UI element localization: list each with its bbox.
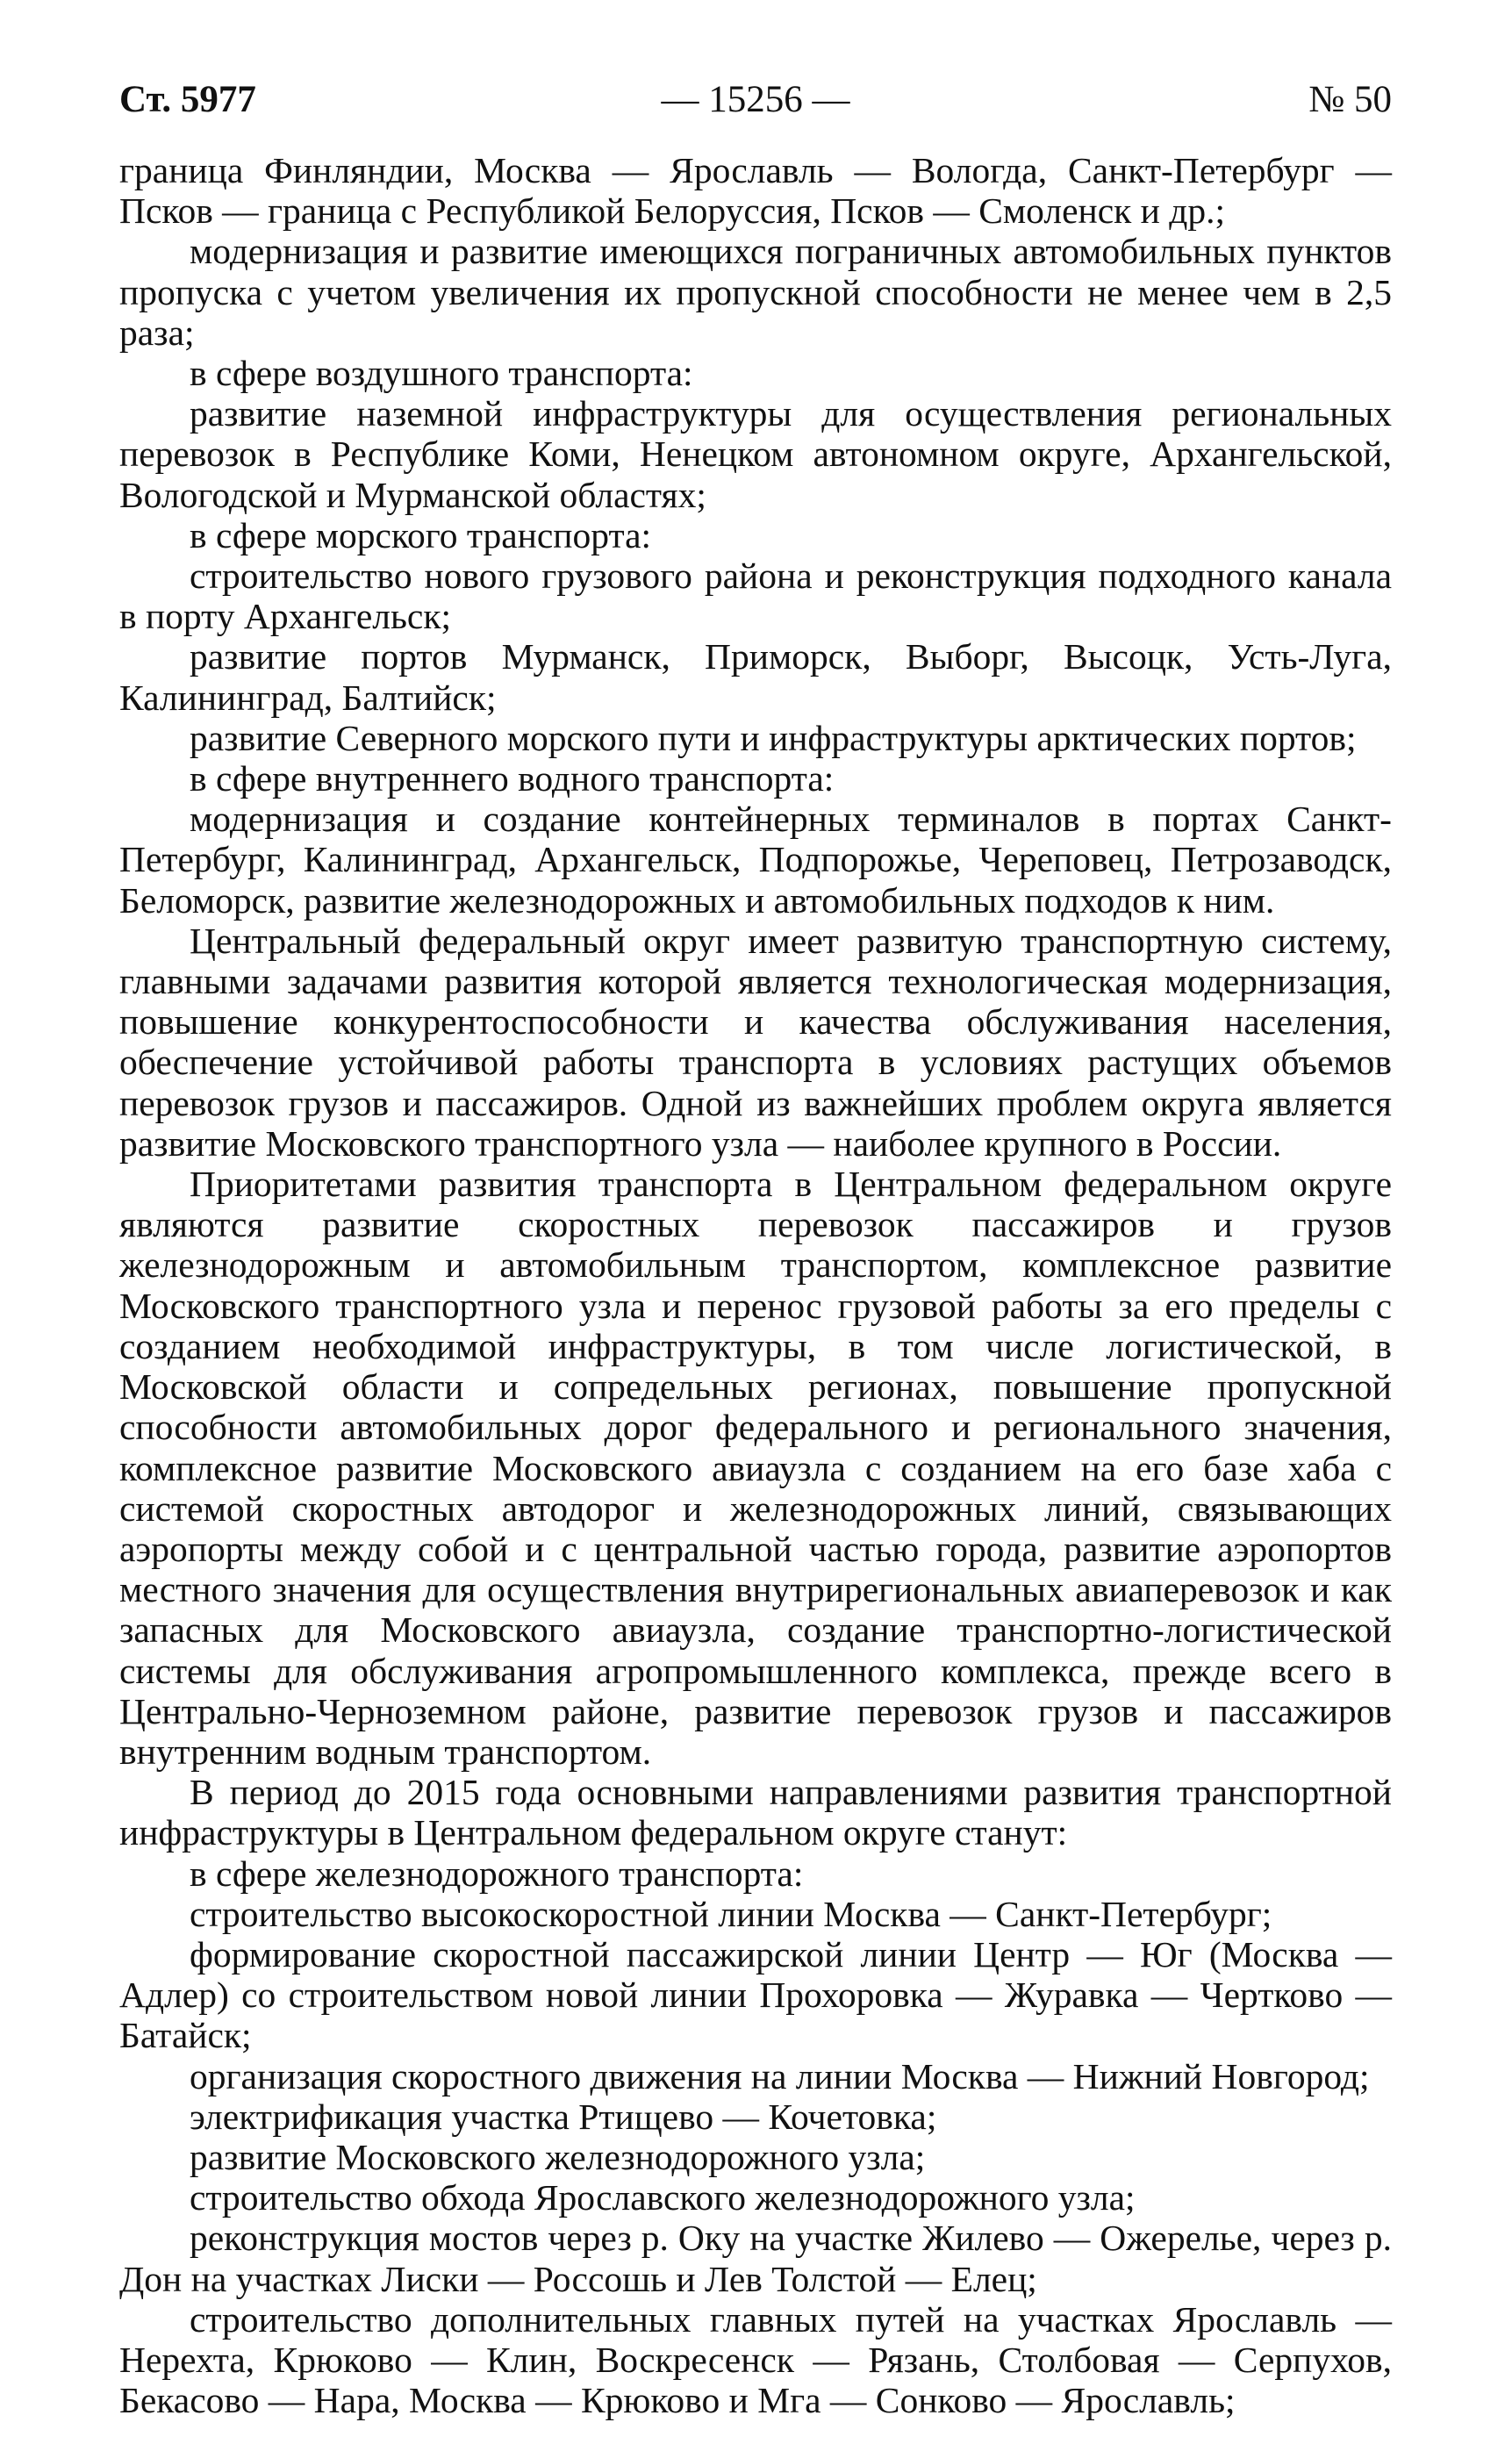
paragraph-8: развитие Северного морского пути и инфраструктуры арктических портов; <box>190 717 1357 758</box>
paragraph-7: развитие портов Мурманск, Приморск, Выборг, Высоцк, Усть-Луга, Калининград, Балтийск; <box>119 636 1392 718</box>
paragraph-9: в сфере внутреннего водного транспорта: <box>190 758 835 799</box>
paragraph-3: в сфере воздушного транспорта: <box>190 353 693 394</box>
paragraph-19: развитие Московского железнодорожного узла; <box>190 2136 926 2177</box>
paragraph-10: модернизация и создание контейнерных терминалов в портах Санкт-Петербург, Калининград, Архангельск, Подпорожье, Череповец, Петрозаводск, Беломорск, развитие железнодорожных и автомобильных подходов к ним. <box>119 799 1392 921</box>
paragraph-13: В период до 2015 года основными направлениями развития транспортной инфраструктуры в Центральном федеральном округе станут: <box>119 1772 1392 1853</box>
paragraph-20: строительство обхода Ярославского железнодорожного узла; <box>190 2177 1136 2218</box>
paragraph-18: электрификация участка Ртищево — Кочетовка; <box>190 2096 937 2137</box>
paragraph-14: в сфере железнодорожного транспорта: <box>190 1853 804 1894</box>
paragraph-16: формирование скоростной пассажирской линии Центр — Юг (Москва — Адлер) со строительством новой линии Прохоровка — Журавка — Чертково — Батайск; <box>119 1933 1392 2056</box>
paragraph-17: организация скоростного движения на линии Москва — Нижний Новгород; <box>190 2055 1370 2096</box>
document-body <box>119 150 1392 2420</box>
paragraph-6: строительство нового грузового района и реконструкция подходного канала в порту Архангельск; <box>119 555 1392 637</box>
paragraph-4: развитие наземной инфраструктуры для осуществления региональных перевозок в Республике Коми, Ненецком автономном округе, Архангельской, Вологодской и Мурманской областях; <box>119 393 1392 515</box>
article-number: Ст. 5977 <box>119 79 256 120</box>
paragraph-15: строительство высокоскоростной линии Москва — Санкт-Петербург; <box>190 1893 1272 1934</box>
paragraph-11: Центральный федеральный округ имеет развитую транспортную систему, главными задачами развития которой является технологическая модернизация, повышение конкурентоспособности и качества обслуживания населения, обеспечение устойчивой работы транспорта в условиях растущих объемов перевозок грузов и пассажиров. Одной из важнейших проблем округа является развитие Московского транспортного узла — наиболее крупного в России. <box>119 920 1392 1164</box>
paragraph-2: модернизация и развитие имеющихся пограничных автомобильных пунктов пропуска с учетом увеличения их пропускной способности не менее чем в 2,5 раза; <box>119 231 1392 353</box>
paragraph-1: граница Финляндии, Москва — Ярославль — Вологда, Санкт-Петербург — Псков — граница с Республикой Белоруссия, Псков — Смоленск и др.; <box>119 150 1392 232</box>
paragraph-21: реконструкция мостов через р. Оку на участке Жилево — Ожерелье, через р. Дон на участках Лиски — Россошь и Лев Толстой — Елец; <box>119 2218 1392 2299</box>
issue-number: № 50 <box>1308 79 1392 120</box>
paragraph-5: в сфере морского транспорта: <box>190 514 652 555</box>
paragraph-22: строительство дополнительных главных путей на участках Ярославль — Нерехта, Крюково — Клин, Воскресенск — Рязань, Столбовая — Серпухов, Бекасово — Нара, Москва — Крюково и Мга — Сонково — Ярославль; <box>119 2298 1392 2421</box>
paragraph-12: Приоритетами развития транспорта в Центральном федеральном округе являются развитие скоростных перевозок пассажиров и грузов железнодорожным и автомобильным транспортом, комплексное развитие Московского транспортного узла и перенос грузовой работы за его пределы с созданием необходимой инфраструктуры, в том числе логистической, в Московской области и сопредельных регионах, повышение пропускной способности автомобильных дорог федерального и регионального значения, комплексное развитие Московского авиаузла с созданием на его базе хаба с системой скоростных автодорог и железнодорожных линий, связывающих аэропорты между собой и с центральной частью города, развитие аэропортов местного значения для осуществления внутрирегиональных авиаперевозок и как запасных для Московского авиаузла, создание транспортно-логистической системы для обслуживания агропромышленного комплекса, прежде всего в Центрально-Черноземном районе, развитие перевозок грузов и пассажиров внутренним водным транспортом. <box>119 1164 1392 1772</box>
page-header <box>119 74 1392 126</box>
page-number: — 15256 — <box>661 79 850 120</box>
